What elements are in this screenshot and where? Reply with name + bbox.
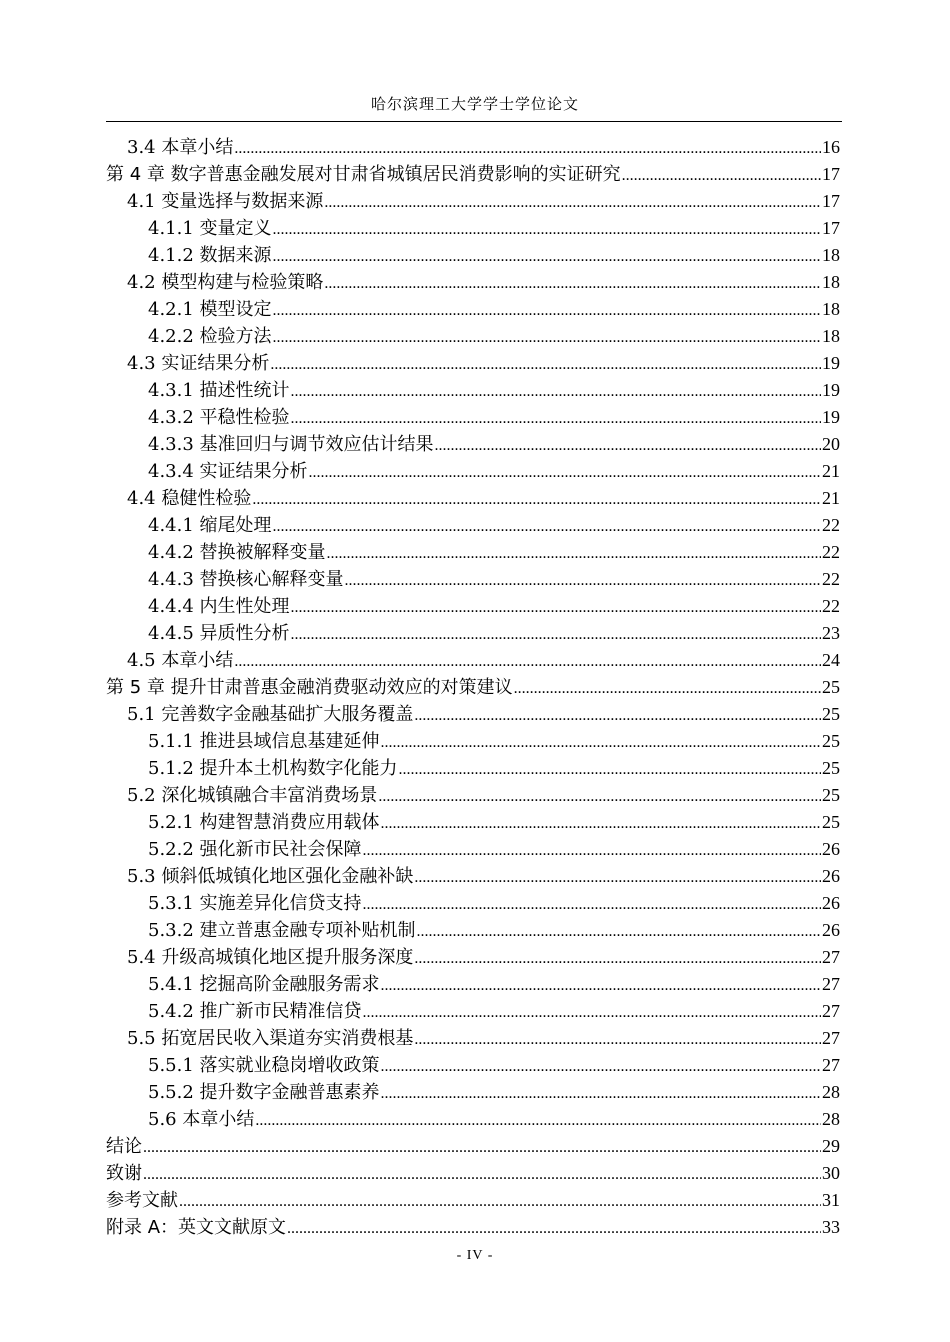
toc-leader-dots	[143, 1161, 821, 1188]
toc-leader-dots	[399, 756, 821, 783]
toc-entry-page: 22	[822, 515, 840, 535]
toc-leader-dots	[252, 486, 821, 513]
toc-entry-page: 22	[822, 542, 840, 562]
toc-entry[interactable]	[106, 242, 840, 269]
toc-entry-page: 18	[822, 326, 840, 346]
toc-leader-dots	[381, 729, 821, 756]
toc-entry-title: 4.1 变量选择与数据来源	[127, 191, 324, 212]
toc-entry[interactable]	[106, 782, 840, 809]
toc-entry-page: 31	[822, 1190, 840, 1210]
toc-entry-title: 第 4 章 数字普惠金融发展对甘肃省城镇居民消费影响的实证研究	[106, 164, 621, 185]
toc-entry-page: 28	[822, 1082, 840, 1102]
toc-leader-dots	[273, 513, 821, 540]
toc-leader-dots	[381, 810, 821, 837]
toc-entry-title: 3.4 本章小结	[127, 137, 234, 158]
toc-entry-page: 17	[822, 218, 840, 238]
toc-entry-title: 5.2.2 强化新市民社会保障	[148, 839, 362, 860]
toc-entry-title: 4.4 稳健性检验	[127, 488, 252, 509]
toc-entry[interactable]	[106, 404, 840, 431]
toc-entry-page: 16	[822, 137, 840, 157]
toc-entry-page: 20	[822, 434, 840, 454]
toc-leader-dots	[291, 621, 821, 648]
toc-entry-page: 25	[822, 758, 840, 778]
toc-leader-dots	[273, 243, 821, 270]
toc-entry-page: 17	[822, 191, 840, 211]
toc-leader-dots	[179, 1188, 821, 1215]
toc-entry[interactable]	[106, 566, 840, 593]
toc-entry-title: 5.3.2 建立普惠金融专项补贴机制	[148, 920, 416, 941]
toc-entry[interactable]	[106, 350, 840, 377]
toc-entry[interactable]	[106, 485, 840, 512]
toc-entry[interactable]	[106, 674, 840, 701]
toc-entry-page: 21	[822, 461, 840, 481]
toc-entry[interactable]	[106, 593, 840, 620]
toc-leader-dots	[273, 216, 821, 243]
toc-entry[interactable]	[106, 620, 840, 647]
toc-leader-dots	[435, 432, 821, 459]
toc-entry[interactable]	[106, 944, 840, 971]
toc-entry-title: 5.2.1 构建智慧消费应用载体	[148, 812, 380, 833]
toc-entry-title: 5.5 拓宽居民收入渠道夯实消费根基	[127, 1028, 414, 1049]
toc-entry-page: 27	[822, 1055, 840, 1075]
toc-entry-title: 4.2.1 模型设定	[148, 299, 272, 320]
toc-entry[interactable]	[106, 296, 840, 323]
toc-entry-title: 5.4.2 推广新市民精准信贷	[148, 1001, 362, 1022]
toc-leader-dots	[381, 972, 821, 999]
toc-entry[interactable]	[106, 647, 840, 674]
toc-entry[interactable]	[106, 755, 840, 782]
toc-entry[interactable]	[106, 377, 840, 404]
toc-entry[interactable]	[106, 161, 840, 188]
toc-entry[interactable]	[106, 836, 840, 863]
toc-entry-page: 27	[822, 1001, 840, 1021]
toc-entry[interactable]	[106, 998, 840, 1025]
toc-entry-page: 19	[822, 407, 840, 427]
toc-entry[interactable]	[106, 1025, 840, 1052]
toc-leader-dots	[417, 918, 821, 945]
toc-entry-page: 22	[822, 596, 840, 616]
toc-leader-dots	[273, 324, 821, 351]
table-of-contents	[106, 134, 840, 1241]
toc-entry-title: 4.4.3 替换核心解释变量	[148, 569, 344, 590]
toc-leader-dots	[414, 864, 821, 891]
toc-entry-title: 4.3.4 实证结果分析	[148, 461, 308, 482]
toc-entry-title: 4.2 模型构建与检验策略	[127, 272, 324, 293]
toc-entry-page: 25	[822, 812, 840, 832]
toc-entry-title: 5.3 倾斜低城镇化地区强化金融补缺	[127, 866, 414, 887]
toc-entry-page: 30	[822, 1163, 840, 1183]
toc-entry-page: 19	[822, 353, 840, 373]
toc-entry-page: 17	[822, 164, 840, 184]
toc-entry[interactable]	[106, 458, 840, 485]
toc-entry-title: 4.4.4 内生性处理	[148, 596, 290, 617]
toc-leader-dots	[363, 891, 821, 918]
toc-entry[interactable]	[106, 539, 840, 566]
toc-entry-title: 5.5.2 提升数字金融普惠素养	[148, 1082, 380, 1103]
toc-entry-page: 18	[822, 299, 840, 319]
toc-entry-page: 26	[822, 866, 840, 886]
toc-entry-title: 4.4.1 缩尾处理	[148, 515, 272, 536]
toc-entry-title: 5.5.1 落实就业稳岗增收政策	[148, 1055, 380, 1076]
toc-entry-page: 27	[822, 1028, 840, 1048]
toc-entry[interactable]	[106, 1133, 840, 1160]
toc-entry[interactable]	[106, 269, 840, 296]
toc-entry[interactable]	[106, 1187, 840, 1214]
toc-entry-page: 18	[822, 272, 840, 292]
toc-entry[interactable]	[106, 1214, 840, 1241]
toc-entry[interactable]	[106, 215, 840, 242]
toc-entry[interactable]	[106, 512, 840, 539]
toc-leader-dots	[324, 189, 821, 216]
header-rule	[106, 121, 842, 122]
toc-entry-title: 第 5 章 提升甘肃普惠金融消费驱动效应的对策建议	[106, 677, 513, 698]
toc-entry[interactable]	[106, 863, 840, 890]
toc-entry-title: 4.2.2 检验方法	[148, 326, 272, 347]
page-number: - IV -	[456, 1248, 494, 1263]
toc-entry-title: 附录 A：英文文献原文	[106, 1217, 287, 1238]
toc-entry-title: 4.4.5 异质性分析	[148, 623, 290, 644]
toc-entry-page: 26	[822, 893, 840, 913]
toc-entry[interactable]	[106, 971, 840, 998]
toc-leader-dots	[270, 351, 821, 378]
toc-entry-page: 26	[822, 920, 840, 940]
toc-entry-title: 5.3.1 实施差异化信贷支持	[148, 893, 362, 914]
toc-entry-title: 5.1.1 推进县域信息基建延伸	[148, 731, 380, 752]
toc-entry[interactable]	[106, 809, 840, 836]
toc-entry[interactable]	[106, 1106, 840, 1133]
toc-entry-page: 25	[822, 677, 840, 697]
toc-leader-dots	[291, 594, 821, 621]
toc-leader-dots	[234, 648, 821, 675]
toc-leader-dots	[622, 162, 821, 189]
toc-leader-dots	[291, 405, 821, 432]
toc-entry[interactable]	[106, 134, 840, 161]
toc-leader-dots	[287, 1215, 821, 1242]
toc-entry[interactable]	[106, 431, 840, 458]
toc-entry[interactable]	[106, 728, 840, 755]
toc-leader-dots	[414, 945, 821, 972]
toc-entry[interactable]	[106, 917, 840, 944]
toc-leader-dots	[255, 1107, 821, 1134]
toc-leader-dots	[414, 702, 821, 729]
toc-entry-title: 4.3.3 基准回归与调节效应估计结果	[148, 434, 434, 455]
toc-entry-title: 5.4 升级高城镇化地区提升服务深度	[127, 947, 414, 968]
toc-leader-dots	[414, 1026, 821, 1053]
toc-entry-page: 19	[822, 380, 840, 400]
toc-entry[interactable]	[106, 323, 840, 350]
running-header: 哈尔滨理工大学学士学位论文	[370, 95, 579, 113]
toc-entry-page: 25	[822, 704, 840, 724]
toc-entry-title: 参考文献	[106, 1190, 178, 1211]
toc-leader-dots	[143, 1134, 821, 1161]
toc-entry-page: 33	[822, 1217, 840, 1237]
toc-leader-dots	[363, 837, 821, 864]
toc-entry[interactable]	[106, 1052, 840, 1079]
toc-leader-dots	[273, 297, 821, 324]
toc-leader-dots	[345, 567, 821, 594]
toc-entry-title: 5.6 本章小结	[148, 1109, 255, 1130]
toc-entry-title: 4.4.2 替换被解释变量	[148, 542, 326, 563]
toc-entry-title: 4.1.1 变量定义	[148, 218, 272, 239]
toc-entry-page: 22	[822, 569, 840, 589]
toc-leader-dots	[309, 459, 821, 486]
toc-leader-dots	[381, 1080, 821, 1107]
toc-leader-dots	[324, 270, 821, 297]
toc-entry-page: 25	[822, 731, 840, 751]
toc-entry-title: 4.3 实证结果分析	[127, 353, 270, 374]
toc-entry-title: 5.4.1 挖掘高阶金融服务需求	[148, 974, 380, 995]
toc-leader-dots	[327, 540, 821, 567]
toc-entry-page: 24	[822, 650, 840, 670]
toc-entry-page: 21	[822, 488, 840, 508]
toc-entry-title: 结论	[106, 1136, 142, 1157]
toc-entry-page: 28	[822, 1109, 840, 1129]
toc-leader-dots	[291, 378, 821, 405]
toc-entry-title: 5.1 完善数字金融基础扩大服务覆盖	[127, 704, 414, 725]
toc-leader-dots	[363, 999, 821, 1026]
toc-entry[interactable]	[106, 701, 840, 728]
toc-entry-title: 5.1.2 提升本土机构数字化能力	[148, 758, 398, 779]
toc-entry-title: 4.5 本章小结	[127, 650, 234, 671]
toc-entry-page: 27	[822, 974, 840, 994]
toc-entry-page: 18	[822, 245, 840, 265]
toc-entry-title: 4.1.2 数据来源	[148, 245, 272, 266]
toc-entry-title: 4.3.1 描述性统计	[148, 380, 290, 401]
toc-entry-page: 27	[822, 947, 840, 967]
toc-entry[interactable]	[106, 188, 840, 215]
toc-leader-dots	[381, 1053, 821, 1080]
toc-entry[interactable]	[106, 1079, 840, 1106]
toc-entry-page: 29	[822, 1136, 840, 1156]
toc-entry-title: 致谢	[106, 1163, 142, 1184]
toc-entry-title: 5.2 深化城镇融合丰富消费场景	[127, 785, 378, 806]
toc-entry[interactable]	[106, 1160, 840, 1187]
toc-leader-dots	[234, 135, 821, 162]
toc-entry[interactable]	[106, 890, 840, 917]
toc-leader-dots	[514, 675, 821, 702]
toc-leader-dots	[378, 783, 821, 810]
toc-entry-page: 23	[822, 623, 840, 643]
toc-entry-page: 26	[822, 839, 840, 859]
toc-entry-page: 25	[822, 785, 840, 805]
toc-entry-title: 4.3.2 平稳性检验	[148, 407, 290, 428]
